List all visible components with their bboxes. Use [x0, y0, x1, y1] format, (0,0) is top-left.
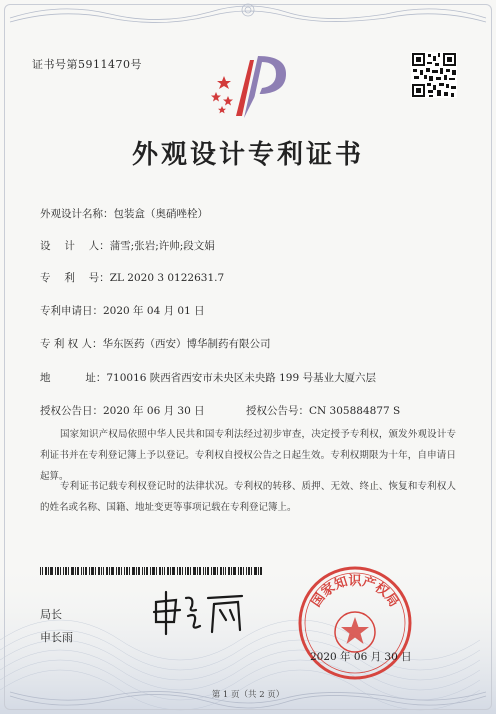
design-name-row — [40, 206, 208, 221]
grant-number-label: 授权公告号： — [246, 405, 309, 417]
director-title: 局长 — [40, 608, 62, 621]
designer-label: 设 计 人： — [40, 240, 110, 252]
grant-date-row — [40, 403, 205, 418]
design-name-value: 包装盒（奥硝唑栓） — [113, 208, 208, 220]
patent-number-row — [40, 270, 224, 285]
patentee-row — [40, 336, 271, 351]
official-seal — [296, 564, 414, 682]
certificate-notice: 专利证书记载专利权登记时的法律状况。专利权的转移、质押、无效、终止、恢复和专利权人的姓名或名称、国籍、地址变更等事项记载在专利登记簿上。 — [40, 481, 456, 513]
certificate-number: 证书号第5911470号 — [32, 58, 142, 71]
designer-row — [40, 238, 215, 253]
grant-number-row — [246, 403, 400, 418]
filing-date-row — [40, 303, 205, 318]
certificate-title: 外观设计专利证书 — [131, 140, 364, 170]
address-value: 710016 陕西省西安市未央区未央路 199 号基业大厦六层 — [106, 372, 376, 384]
top-ornament — [0, 0, 496, 26]
barcode — [40, 567, 266, 575]
grant-date-value: 2020 年 06 月 30 日 — [103, 405, 205, 417]
filing-date-value: 2020 年 04 月 01 日 — [103, 305, 205, 317]
director-signature — [150, 588, 250, 638]
address-row — [40, 370, 376, 385]
designer-value: 蒲雪;张岩;许帅;段文娟 — [109, 240, 215, 252]
patent-office-logo — [206, 50, 292, 120]
patentee-label: 专 利 权 人： — [40, 338, 103, 350]
qr-code — [411, 52, 457, 98]
grant-date-label: 授权公告日： — [40, 405, 103, 417]
grant-number-value: CN 305884877 S — [309, 405, 401, 417]
filing-date-label: 专利申请日： — [40, 305, 103, 317]
director-name: 申长雨 — [40, 631, 73, 644]
certificate-statement: 国家知识产权局依照中华人民共和国专利法经过初步审查，决定授予专利权，颁发外观设计专利证书并在专利登记簿上予以登记。专利权自授权公告之日起生效。专利权期限为十年，自申请日起算。 — [40, 429, 456, 482]
patent-number-label: 专 利 号： — [40, 272, 110, 284]
address-label: 地 址： — [40, 372, 107, 384]
seal-date: 2020 年 06 月 30 日 — [310, 651, 412, 663]
page-number: 第 1 页（共 2 页） — [211, 690, 285, 700]
patent-number-value: ZL 2020 3 0122631.7 — [109, 272, 225, 284]
seal-text: 国家知识产权局 — [308, 573, 402, 610]
patentee-value: 华东医药（西安）博华制药有限公司 — [102, 338, 271, 350]
design-name-label: 外观设计名称： — [40, 208, 114, 220]
